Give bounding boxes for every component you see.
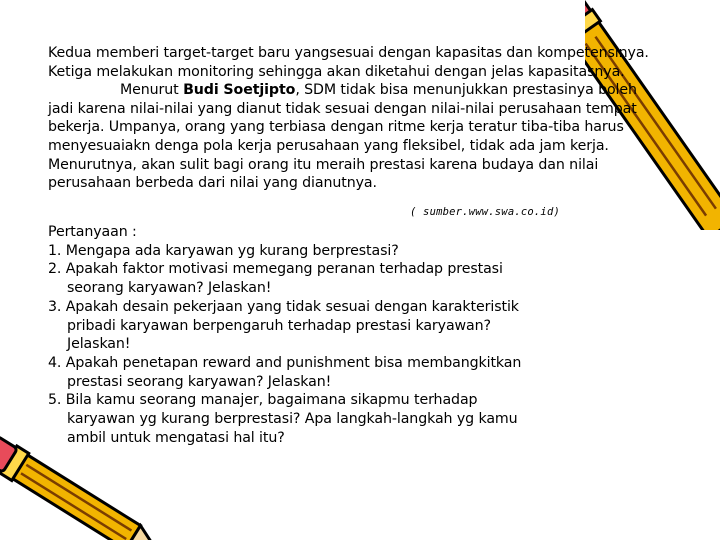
question-item (48, 242, 608, 261)
question-item (48, 260, 608, 297)
question-item (48, 354, 608, 391)
questions-heading: Pertanyaan : (48, 224, 137, 240)
text-line: menyesuaiakn denga pola kerja perusahaan yang fleksibel, tidak ada jam kerja. (48, 137, 609, 154)
question-text: 2. Apakah faktor motivasi memegang peranan terhadap prestasi (48, 261, 503, 278)
text-segment: , SDM tidak bisa menunjukkan prestasinya boleh (295, 82, 637, 99)
source-citation: ( sumber.www.swa.co.id) (410, 206, 560, 218)
text-line: Menurutnya, akan sulit bagi orang itu meraih prestasi karena budaya dan nilai (48, 156, 599, 173)
question-text: ambil untuk mengatasi hal itu? (67, 429, 285, 446)
text-line: Ketiga melakukan monitoring sehingga akan diketahui dengan jelas kapasitasnya. (48, 63, 625, 80)
question-item (48, 298, 608, 354)
question-text: 5. Bila kamu seorang manajer, bagaimana sikapmu terhadap (48, 392, 478, 409)
text-line: jadi karena nilai-nilai yang dianut tidak sesuai dengan nilai-nilai perusahaan tempat (48, 100, 637, 117)
question-text: seorang karyawan? Jelaskan! (67, 280, 272, 297)
text-line: perusahaan berbeda dari nilai yang dianutnya. (48, 175, 377, 192)
text-line (48, 81, 698, 100)
question-text: karyawan yg kurang berprestasi? Apa langkah-langkah yg kamu (67, 411, 518, 428)
body-paragraph (48, 44, 698, 193)
question-text: 3. Apakah desain pekerjaan yang tidak sesuai dengan karakteristik (48, 298, 519, 315)
question-text: pribadi karyawan berpengaruh terhadap prestasi karyawan? (67, 317, 491, 334)
text-line: Kedua memberi target-target baru yangsesuai dengan kapasitas dan kompetensinya. (48, 45, 649, 61)
question-text: 1. Mengapa ada karyawan yg kurang berprestasi? (48, 242, 399, 259)
question-text: 4. Apakah penetapan reward and punishment bisa membangkitkan (48, 354, 522, 371)
question-item (48, 391, 608, 447)
questions-list (48, 223, 608, 447)
question-text: prestasi seorang karyawan? Jelaskan! (67, 373, 332, 390)
text-segment: Menurut (120, 82, 184, 99)
text-line: bekerja. Umpanya, orang yang terbiasa dengan ritme kerja teratur tiba-tiba harus (48, 119, 624, 136)
author-name: Budi Soetjipto (183, 82, 296, 99)
question-text: Jelaskan! (67, 336, 131, 353)
